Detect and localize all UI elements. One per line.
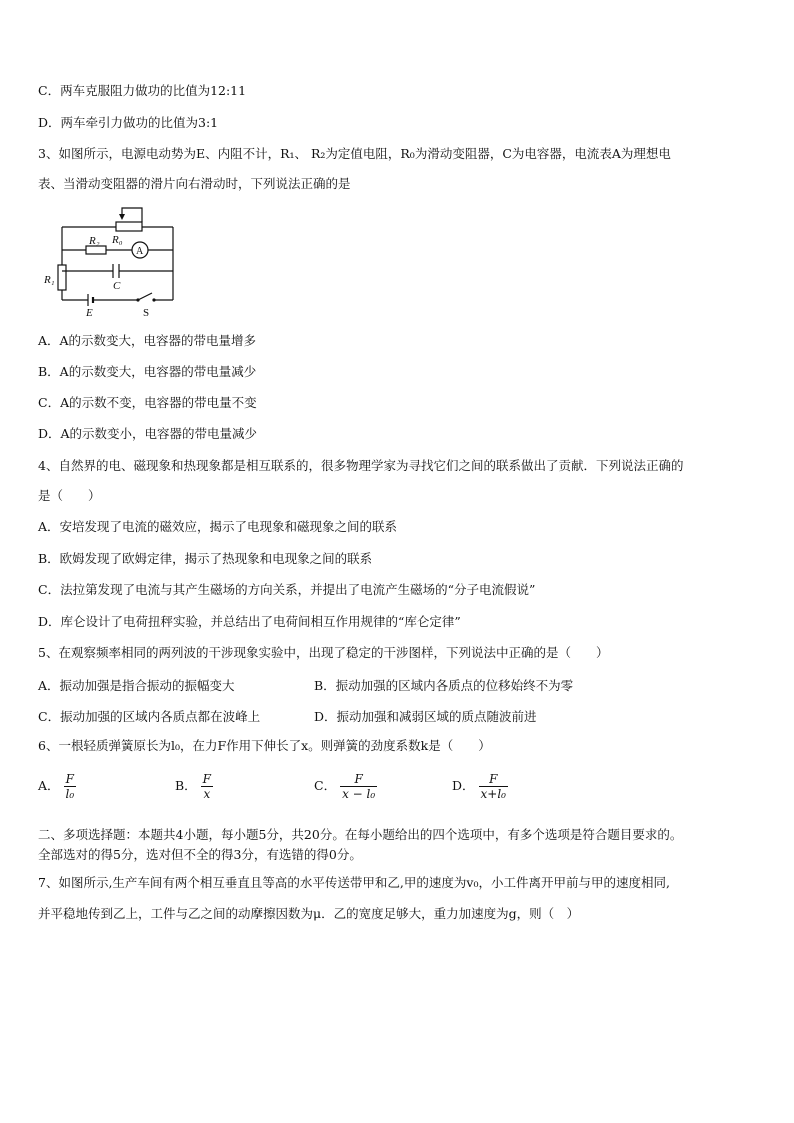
q2-option-d: D．两车牵引力做功的比值为3:1 <box>38 115 219 130</box>
q5-stem: 5、在观察频率相同的两列波的干涉现象实验中，出现了稳定的干涉图样，下列说法中正确的是（ ） <box>38 645 609 660</box>
q6-option-d-num: F <box>489 772 498 786</box>
q4-option-b: B．欧姆发现了欧姆定律，揭示了热现象和电现象之间的联系 <box>38 551 373 566</box>
section2-header-line2: 全部选对的得5分，选对但不全的得3分，有选错的得0分。 <box>38 847 362 862</box>
q4-option-d: D．库仑设计了电荷扭秤实验，并总结出了电荷间相互作用规律的“库仑定律” <box>38 614 461 629</box>
q4-stem-line2: 是（ ） <box>38 488 101 503</box>
label-switch: S <box>143 307 150 319</box>
q6-option-d <box>452 772 508 801</box>
q6-option-a-den: l₀ <box>65 787 75 801</box>
label-r1: R₁ <box>44 274 55 286</box>
q6-option-d-letter: D． <box>452 778 475 793</box>
section2-header-line1: 二、多项选择题：本题共4小题，每小题5分，共20分。在每小题给出的四个选项中，有多个选项是符合题目要求的。 <box>38 827 683 842</box>
label-r0: R₀ <box>112 234 123 246</box>
q4-option-a: A．安培发现了电流的磁效应，揭示了电现象和磁现象之间的联系 <box>38 519 398 534</box>
q6-option-c-den: x − l₀ <box>342 787 376 801</box>
q7-stem-line2: 并平稳地传到乙上，工件与乙之间的动摩擦因数为μ．乙的宽度足够大，重力加速度为g，则（ ） <box>38 906 580 921</box>
label-ammeter: A <box>136 246 144 257</box>
q7-stem-line1: 7、如图所示,生产车间有两个相互垂直且等高的水平传送带甲和乙,甲的速度为v₀，小工件离开甲前与甲的速度相同, <box>38 875 670 890</box>
circuit-diagram <box>40 205 190 320</box>
q6-stem: 6、一根轻质弹簧原长为l₀，在力F作用下伸长了x。则弹簧的劲度系数k是（ ） <box>38 738 491 753</box>
q6-option-c-num: F <box>354 772 363 786</box>
q6-option-b-fraction <box>201 772 213 801</box>
label-emf: E <box>86 307 93 319</box>
q3-stem-line1: 3、如图所示，电源电动势为E、内阻不计，R₁、 R₂为定值电阻，R₀为滑动变阻器，C为电容器，电流表A为理想电 <box>38 146 671 161</box>
label-r2: R₂ <box>89 235 100 247</box>
q6-option-b-den: x <box>203 787 211 801</box>
q6-option-a-letter: A． <box>38 778 60 793</box>
q5-option-c: C．振动加强的区域内各质点都在波峰上 <box>38 709 261 724</box>
q2-option-c: C．两车克服阻力做功的比值为12:11 <box>38 83 247 98</box>
q3-option-c: C．A的示数不变，电容器的带电量不变 <box>38 395 257 410</box>
q6-option-c-fraction <box>340 772 377 801</box>
label-cap: C <box>113 280 121 292</box>
q5-option-b: B．振动加强的区域内各质点的位移始终不为零 <box>314 678 574 693</box>
q5-option-d: D．振动加强和减弱区域的质点随波前进 <box>314 709 537 724</box>
q3-option-b: B．A的示数变大，电容器的带电量减少 <box>38 364 257 379</box>
q4-stem-line1: 4、自然界的电、磁现象和热现象都是相互联系的，很多物理学家为寻找它们之间的联系做出了贡献．下列说法正确的 <box>38 458 684 473</box>
q6-option-b <box>175 772 213 801</box>
q6-option-c-letter: C． <box>314 778 337 793</box>
q6-option-d-den: x+l₀ <box>480 787 506 801</box>
q6-option-b-num: F <box>202 772 211 786</box>
r0-resistor <box>116 222 142 231</box>
q6-option-a-num: F <box>65 772 74 786</box>
q5-option-a: A．振动加强是指合振动的振幅变大 <box>38 678 235 693</box>
q3-stem-line2: 表、当滑动变阻器的滑片向右滑动时，下列说法正确的是 <box>38 176 351 191</box>
q4-option-c: C．法拉第发现了电流与其产生磁场的方向关系，并提出了电流产生磁场的“分子电流假说” <box>38 582 536 597</box>
q6-option-a <box>38 772 76 801</box>
q6-option-b-letter: B． <box>175 778 197 793</box>
r1-resistor <box>58 265 66 290</box>
q3-option-a: A．A的示数变大，电容器的带电量增多 <box>38 333 257 348</box>
q6-option-a-fraction <box>64 772 77 801</box>
q3-option-d: D．A的示数变小，电容器的带电量减少 <box>38 426 258 441</box>
q6-option-d-fraction <box>479 772 508 801</box>
q6-option-c <box>314 772 377 801</box>
r2-resistor <box>86 246 106 254</box>
